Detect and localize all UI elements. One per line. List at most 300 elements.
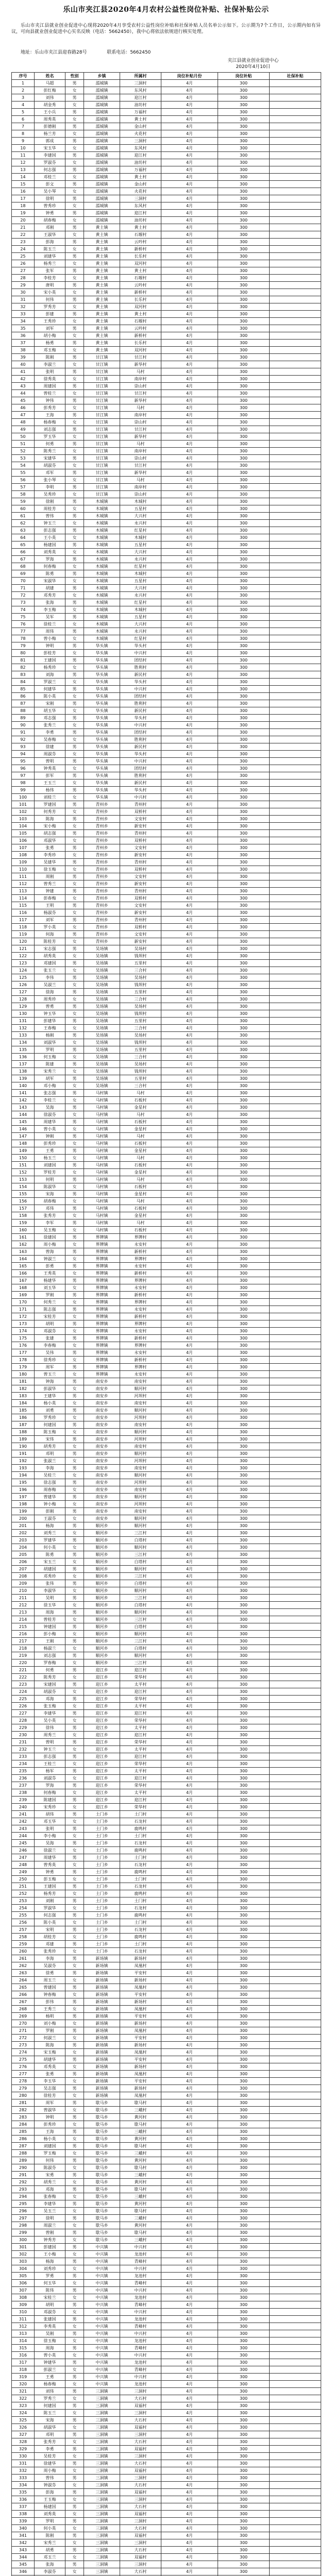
cell-town: 迎江乡 [84,1696,120,1703]
cell-gender: 女 [65,116,84,123]
table-row [12,2561,321,2568]
cell-month: 4月 [161,332,218,340]
cell-name: 胡秀芳 [35,1443,65,1450]
cell-town: 木城镇 [84,621,120,628]
cell-post-subsidy: 300 [218,2496,270,2503]
table-row [12,816,321,823]
cell-name: 王淑芬 [35,1515,65,1522]
cell-town: 华头镇 [84,642,120,650]
cell-social-subsidy [270,2323,321,2330]
cell-village: 永安村 [120,1241,161,1248]
cell-gender: 女 [65,967,84,974]
cell-post-subsidy: 300 [218,2157,270,2164]
cell-month: 4月 [161,2431,218,2438]
cell-post-subsidy: 300 [218,2503,270,2511]
cell-post-subsidy: 300 [218,1472,270,1479]
cell-gender: 男 [65,888,84,895]
cell-village: 河坝村 [120,1479,161,1486]
cell-village: 红星村 [120,599,161,606]
contact-phone: 联系电话：5662450 [107,50,151,55]
cell-village: 胜利村 [120,664,161,671]
cell-gender: 女 [65,1833,84,1840]
table-row [12,498,321,505]
cell-town: 黄土镇 [84,253,120,260]
cell-village: 甘江村 [120,390,161,397]
cell-name: 宋淑华 [35,578,65,585]
cell-town: 马村镇 [84,1140,120,1147]
cell-post-subsidy: 300 [218,253,270,260]
cell-gender: 女 [65,1183,84,1191]
cell-social-subsidy [270,880,321,888]
cell-index: 267 [12,1998,35,2006]
cell-village: 太平村 [120,1768,161,1775]
cell-name: 王明 [35,902,65,909]
cell-index: 254 [12,1905,35,1912]
cell-village: 界牌村 [120,1256,161,1263]
cell-town: 甘江镇 [84,426,120,433]
cell-town: 漹城镇 [84,94,120,101]
cell-post-subsidy: 300 [218,686,270,693]
cell-social-subsidy [270,2460,321,2467]
cell-gender: 男 [65,1667,84,1674]
cell-month: 4月 [161,614,218,621]
cell-month: 4月 [161,1609,218,1616]
cell-gender: 女 [65,202,84,210]
cell-name: 胡春梅 [35,1198,65,1205]
cell-town: 三洞镇 [84,2388,120,2395]
table-row [12,1378,321,1385]
cell-gender: 男 [65,1537,84,1544]
cell-month: 4月 [161,1299,218,1306]
cell-month: 4月 [161,87,218,94]
cell-name: 彭志强 [35,527,65,534]
cell-post-subsidy: 300 [218,1414,270,1421]
table-row [12,974,321,981]
cell-name: 彭春梅 [35,895,65,902]
cell-post-subsidy: 300 [218,498,270,505]
cell-month: 4月 [161,2099,218,2107]
cell-month: 4月 [161,1320,218,1328]
cell-gender: 男 [65,974,84,981]
cell-post-subsidy: 300 [218,1082,270,1090]
cell-index: 97 [12,772,35,779]
cell-town: 青州乡 [84,917,120,924]
cell-gender: 女 [65,87,84,94]
cell-gender: 男 [65,253,84,260]
cell-village: 太平村 [120,1724,161,1732]
cell-social-subsidy [270,1407,321,1414]
cell-social-subsidy [270,2453,321,2460]
cell-village: 五星村 [120,578,161,585]
cell-town: 黄土镇 [84,332,120,340]
cell-village: 新安村 [120,938,161,945]
cell-post-subsidy: 300 [218,1688,270,1696]
cell-gender: 男 [65,1998,84,2006]
cell-index: 95 [12,758,35,765]
cell-social-subsidy [270,1169,321,1176]
cell-month: 4月 [161,2027,218,2035]
cell-town: 华头镇 [84,686,120,693]
cell-name: 周桂芳 [35,505,65,513]
cell-index: 238 [12,1789,35,1797]
cell-village: 新桥村 [120,1313,161,1320]
cell-month: 4月 [161,736,218,743]
table-row [12,1854,321,1861]
cell-post-subsidy: 300 [218,2027,270,2035]
cell-social-subsidy [270,1573,321,1580]
cell-town: 顺河乡 [84,1551,120,1558]
cell-post-subsidy: 300 [218,2193,270,2200]
cell-gender: 男 [65,1219,84,1227]
cell-town: 木城镇 [84,585,120,592]
cell-name: 张海 [35,2561,65,2568]
cell-village: 黄土村 [120,174,161,181]
cell-post-subsidy: 300 [218,2208,270,2215]
cell-gender: 女 [65,1732,84,1739]
cell-social-subsidy [270,1775,321,1782]
cell-post-subsidy: 300 [218,1883,270,1890]
cell-village: 顺河村 [120,1494,161,1501]
table-row [12,830,321,837]
cell-month: 4月 [161,556,218,563]
cell-month: 4月 [161,1385,218,1393]
cell-name: 罗刚 [35,1292,65,1299]
cell-gender: 男 [65,715,84,722]
cell-post-subsidy: 300 [218,2172,270,2179]
cell-gender: 女 [65,578,84,585]
cell-town: 华头镇 [84,794,120,801]
cell-gender: 女 [65,852,84,859]
cell-post-subsidy: 300 [218,289,270,296]
cell-name: 何秀兰 [35,1299,65,1306]
cell-post-subsidy: 300 [218,707,270,715]
cell-month: 4月 [161,1371,218,1378]
cell-index: 89 [12,715,35,722]
cell-post-subsidy: 300 [218,679,270,686]
cell-village: 马村 [120,1155,161,1162]
cell-town: 马村镇 [84,1162,120,1169]
cell-village: 南安村 [120,1421,161,1429]
cell-social-subsidy [270,2518,321,2525]
cell-town: 马村镇 [84,1212,120,1219]
cell-social-subsidy [270,837,321,844]
cell-index: 70 [12,578,35,585]
cell-month: 4月 [161,376,218,383]
cell-month: 4月 [161,1284,218,1292]
table-row [12,1025,321,1032]
cell-gender: 女 [65,2107,84,2114]
cell-town: 土门乡 [84,1934,120,1941]
cell-gender: 女 [65,693,84,700]
cell-village: 黄河村 [120,2157,161,2164]
table-row [12,1580,321,1587]
cell-social-subsidy [270,1443,321,1450]
table-row [12,368,321,376]
cell-name: 胡玉华 [35,707,65,715]
cell-post-subsidy: 300 [218,174,270,181]
table-row [12,2150,321,2157]
cell-town: 青州乡 [84,873,120,880]
cell-town: 吴场镇 [84,1018,120,1025]
cell-post-subsidy: 300 [218,1032,270,1039]
cell-gender: 女 [65,549,84,556]
cell-town: 中兴镇 [84,2244,120,2251]
cell-month: 4月 [161,1753,218,1760]
cell-post-subsidy: 300 [218,1292,270,1299]
cell-month: 4月 [161,2258,218,2265]
cell-name: 吴海 [35,1104,65,1111]
cell-gender: 男 [65,1032,84,1039]
intro-paragraph: 乐山市夹江县就业创业促进中心现将2020年4月享受农村公益性岗位补贴和社保补贴人员名单公示如下。公示期为7个工作日，公示期内如有异议，可向县就业创业促进中心实名反映（电话：5662450），我中心将依法依规进行核实处理。 [11,23,321,35]
cell-town: 黄土镇 [84,318,120,325]
table-row [12,1977,321,1984]
cell-village: 双桥村 [120,808,161,816]
cell-index: 344 [12,2554,35,2561]
cell-village: 歇马村 [120,2121,161,2128]
cell-name: 何志强 [35,166,65,174]
cell-village: 界牌村 [120,1234,161,1241]
cell-gender: 女 [65,145,84,152]
cell-name: 何勇 [35,1667,65,1674]
table-row [12,130,321,138]
cell-town: 界牌镇 [84,1364,120,1371]
cell-month: 4月 [161,1674,218,1681]
cell-social-subsidy [270,686,321,693]
cell-index: 156 [12,1198,35,1205]
cell-town: 吴场镇 [84,1003,120,1010]
cell-village: 界牌村 [120,1364,161,1371]
cell-social-subsidy [270,1472,321,1479]
cell-month: 4月 [161,722,218,729]
cell-month: 4月 [161,462,218,469]
cell-post-subsidy: 300 [218,989,270,996]
cell-village: 石龙村 [120,1905,161,1912]
cell-name: 王建国 [35,657,65,664]
cell-index: 324 [12,2410,35,2417]
cell-village: 马村 [120,1111,161,1118]
cell-town: 木城镇 [84,549,120,556]
cell-index: 85 [12,686,35,693]
table-row [12,621,321,628]
cell-social-subsidy [270,2561,321,2568]
cell-post-subsidy: 300 [218,2424,270,2431]
cell-name: 曾明 [35,758,65,765]
cell-gender: 男 [65,1854,84,1861]
table-row [12,2532,321,2539]
cell-index: 177 [12,1349,35,1357]
cell-village: 三江村 [120,1638,161,1645]
cell-town: 木城镇 [84,599,120,606]
cell-index: 160 [12,1227,35,1234]
cell-town: 界牌镇 [84,1256,120,1263]
cell-month: 4月 [161,2179,218,2186]
cell-social-subsidy [270,1364,321,1371]
cell-name: 吴桂兰 [35,1472,65,1479]
table-row [12,87,321,94]
cell-post-subsidy: 300 [218,2532,270,2539]
cell-month: 4月 [161,2532,218,2539]
cell-town: 土门乡 [84,1869,120,1876]
table-row [12,715,321,722]
cell-month: 4月 [161,751,218,758]
cell-index: 341 [12,2532,35,2539]
cell-village: 中兴村 [120,2287,161,2294]
cell-post-subsidy: 300 [218,1768,270,1775]
table-row [12,2568,321,2575]
cell-post-subsidy: 300 [218,2236,270,2244]
cell-town: 华头镇 [84,664,120,671]
cell-village: 永安村 [120,1371,161,1378]
cell-social-subsidy [270,1357,321,1364]
cell-gender: 女 [65,2063,84,2071]
cell-name: 陈勇 [35,570,65,578]
cell-name: 宋秀珍 [35,1804,65,1811]
cell-index: 155 [12,1191,35,1198]
cell-town: 土门乡 [84,1847,120,1854]
cell-post-subsidy: 300 [218,1919,270,1926]
cell-gender: 男 [65,917,84,924]
cell-name: 唐明 [35,282,65,289]
cell-post-subsidy: 300 [218,1054,270,1061]
cell-name: 吴淑芬 [35,1962,65,1970]
cell-index: 292 [12,2179,35,2186]
table-row [12,2215,321,2222]
cell-month: 4月 [161,779,218,787]
cell-post-subsidy: 300 [218,397,270,404]
cell-name: 钟建华 [35,2359,65,2366]
cell-social-subsidy [270,1905,321,1912]
cell-town: 华头镇 [84,736,120,743]
cell-month: 4月 [161,2294,218,2301]
cell-month: 4月 [161,2020,218,2027]
table-row [12,1861,321,1869]
cell-index: 219 [12,1652,35,1659]
cell-month: 4月 [161,1998,218,2006]
cell-town: 歇马乡 [84,2172,120,2179]
cell-town: 华头镇 [84,679,120,686]
cell-gender: 女 [65,1082,84,1090]
cell-month: 4月 [161,844,218,852]
cell-name: 何伟 [35,296,65,303]
table-row [12,981,321,989]
cell-village: 新桥村 [120,1270,161,1277]
cell-social-subsidy [270,924,321,931]
cell-index: 229 [12,1724,35,1732]
table-row [12,1609,321,1616]
cell-post-subsidy: 300 [218,1890,270,1897]
cell-town: 南安乡 [84,1385,120,1393]
cell-post-subsidy: 300 [218,1667,270,1674]
cell-name: 张勇 [35,2071,65,2078]
cell-name: 张海 [35,599,65,606]
cell-village: 南安村 [120,1465,161,1472]
cell-post-subsidy: 300 [218,852,270,859]
cell-month: 4月 [161,2035,218,2042]
cell-month: 4月 [161,419,218,426]
cell-month: 4月 [161,1450,218,1458]
cell-village: 崇山村 [120,383,161,390]
cell-month: 4月 [161,166,218,174]
table-row [12,2460,321,2467]
cell-social-subsidy [270,1075,321,1082]
cell-town: 三洞镇 [84,2489,120,2496]
cell-village: 迎江村 [120,1775,161,1782]
cell-social-subsidy [270,578,321,585]
cell-month: 4月 [161,2345,218,2352]
table-row [12,2446,321,2453]
cell-town: 木城镇 [84,570,120,578]
cell-town: 吴场镇 [84,1082,120,1090]
cell-index: 139 [12,1075,35,1082]
cell-town: 吴场镇 [84,996,120,1003]
cell-month: 4月 [161,873,218,880]
cell-name: 刘小梅 [35,2020,65,2027]
table-row [12,2323,321,2330]
cell-post-subsidy: 300 [218,2287,270,2294]
cell-name: 李淑华 [35,1587,65,1595]
cell-month: 4月 [161,1205,218,1212]
cell-village: 新安村 [120,823,161,830]
cell-post-subsidy: 300 [218,967,270,974]
cell-gender: 男 [65,1277,84,1284]
cell-town: 南安乡 [84,1472,120,1479]
cell-index: 80 [12,650,35,657]
cell-village: 白塔村 [120,1623,161,1631]
cell-social-subsidy [270,2200,321,2208]
table-row [12,707,321,715]
cell-month: 4月 [161,1667,218,1674]
cell-gender: 男 [65,2460,84,2467]
cell-index: 331 [12,2460,35,2467]
cell-name: 吴秀珍 [35,491,65,498]
cell-social-subsidy [270,1082,321,1090]
cell-month: 4月 [161,2157,218,2164]
cell-social-subsidy [270,325,321,332]
cell-village: 五星村 [120,614,161,621]
cell-gender: 男 [65,1292,84,1299]
cell-gender: 男 [65,498,84,505]
cell-post-subsidy: 300 [218,1623,270,1631]
cell-month: 4月 [161,1025,218,1032]
cell-social-subsidy [270,989,321,996]
cell-gender: 男 [65,195,84,202]
cell-gender: 男 [65,2431,84,2438]
cell-gender: 男 [65,1941,84,1948]
cell-gender: 男 [65,1104,84,1111]
cell-gender: 男 [65,1335,84,1342]
cell-gender: 女 [65,635,84,642]
table-row [12,455,321,462]
cell-social-subsidy [270,1313,321,1320]
cell-village: 中兴村 [120,2374,161,2381]
cell-post-subsidy: 300 [218,765,270,772]
cell-post-subsidy: 300 [218,1263,270,1270]
cell-village: 永兴村 [120,628,161,635]
cell-village: 新桥村 [120,289,161,296]
cell-name: 陈秀芳 [35,1674,65,1681]
table-row [12,556,321,563]
table-row [12,1955,321,1962]
table-row [12,231,321,239]
cell-social-subsidy [270,513,321,520]
cell-index: 120 [12,938,35,945]
cell-name: 陈小英 [35,693,65,700]
cell-social-subsidy [270,1450,321,1458]
cell-town: 界牌镇 [84,1328,120,1335]
cell-town: 漹城镇 [84,181,120,188]
table-row [12,1198,321,1205]
cell-social-subsidy [270,2568,321,2575]
